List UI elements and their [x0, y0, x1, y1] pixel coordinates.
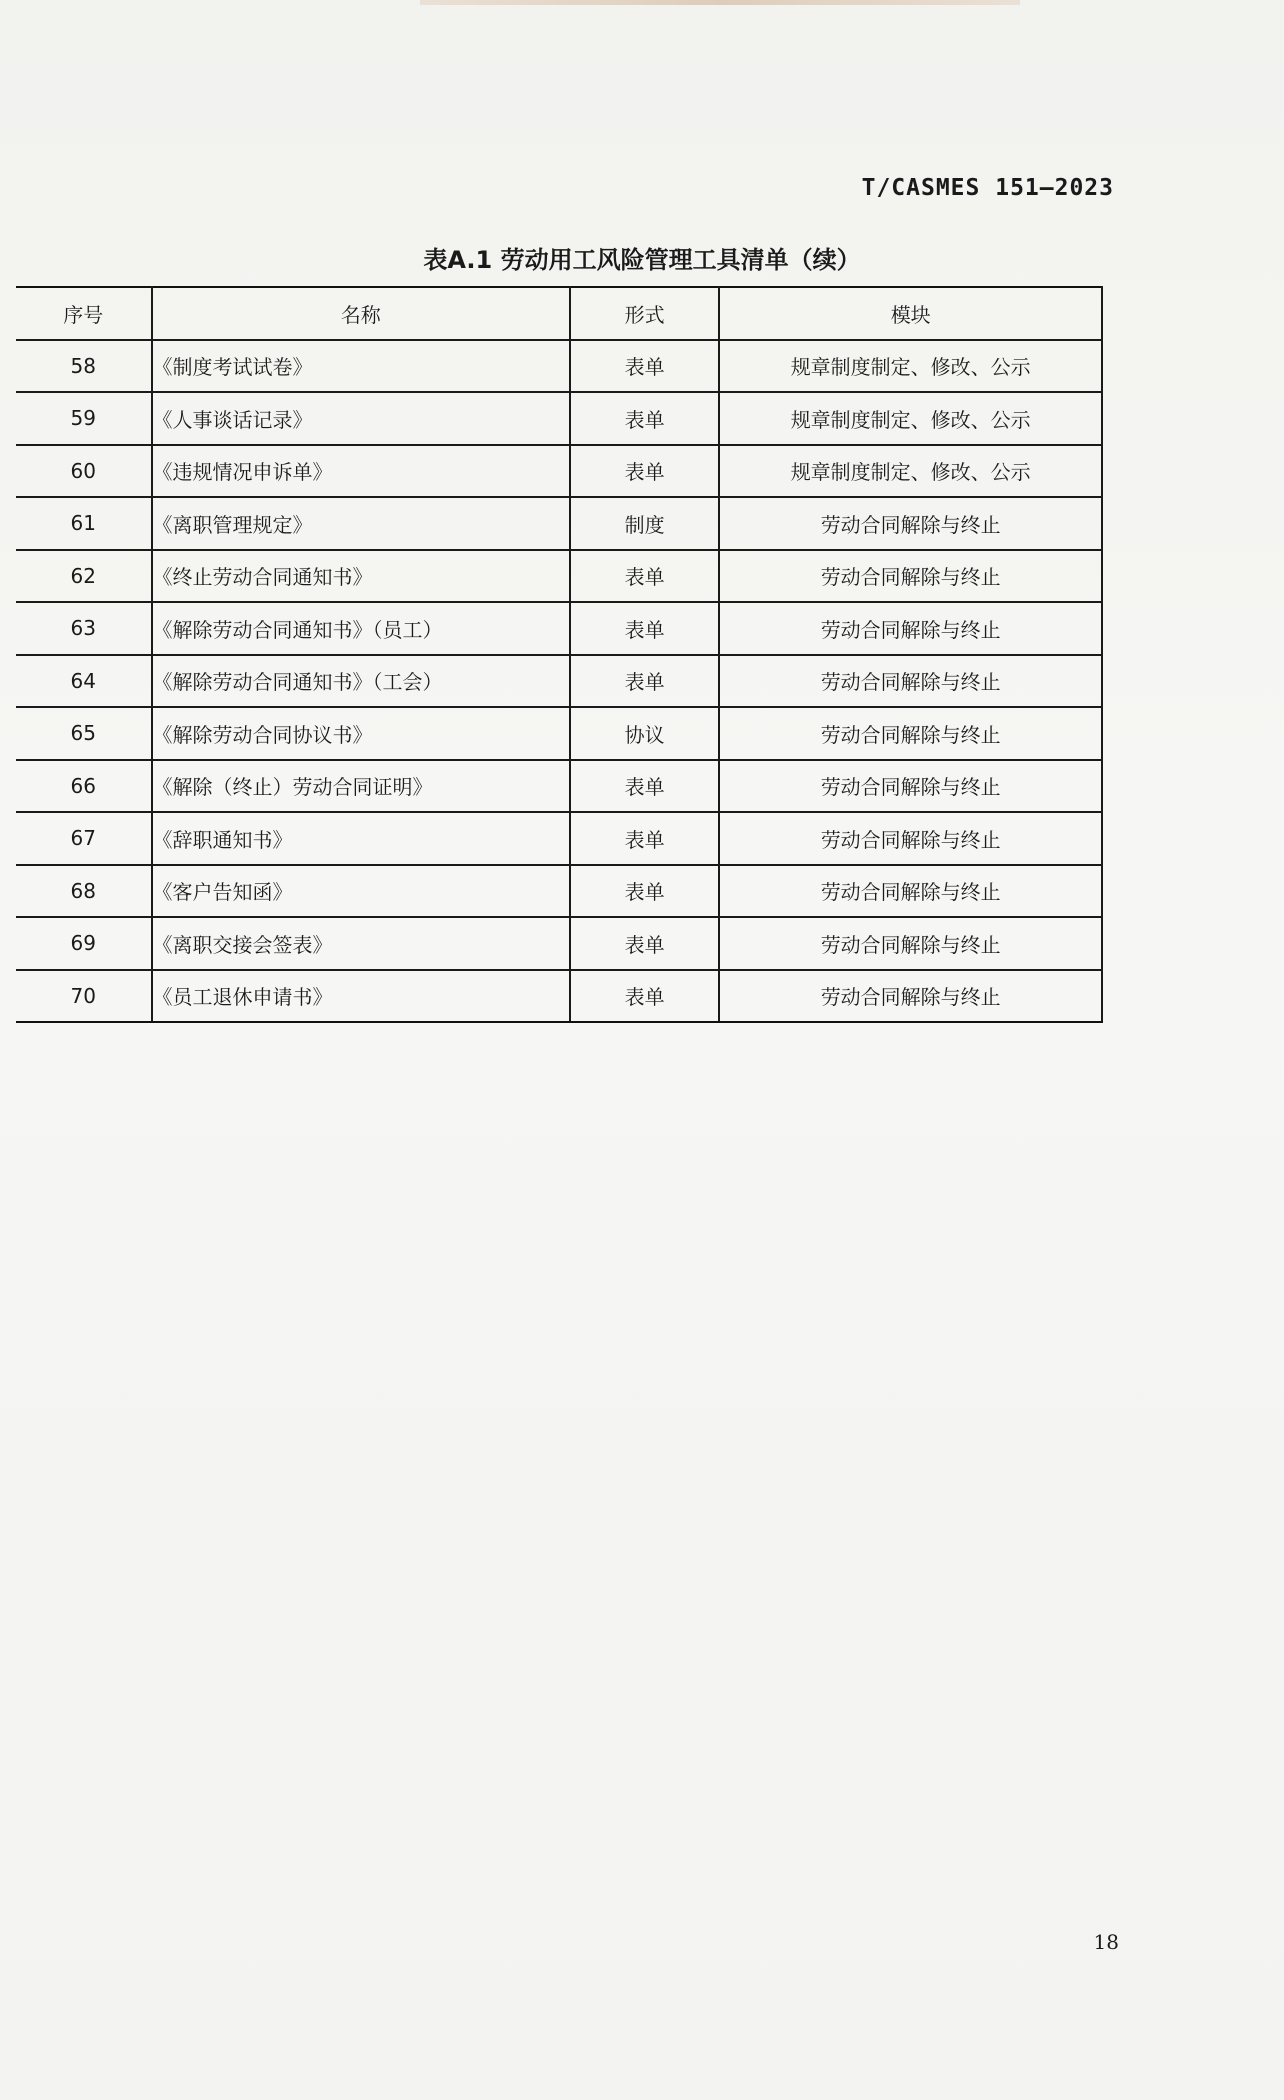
cell-module: 劳动合同解除与终止: [719, 917, 1102, 970]
cell-no: 61: [16, 497, 152, 550]
cell-name: 《违规情况申诉单》: [152, 445, 570, 498]
cell-no: 60: [16, 445, 152, 498]
cell-no: 67: [16, 812, 152, 865]
cell-form: 表单: [570, 445, 719, 498]
cell-module: 劳动合同解除与终止: [719, 812, 1102, 865]
cell-module: 劳动合同解除与终止: [719, 602, 1102, 655]
cell-module: 劳动合同解除与终止: [719, 655, 1102, 708]
cell-module: 规章制度制定、修改、公示: [719, 340, 1102, 393]
column-header-no: 序号: [16, 287, 152, 340]
table-row: [16, 602, 1102, 655]
table-row: [16, 760, 1102, 813]
cell-name: 《终止劳动合同通知书》: [152, 550, 570, 603]
cell-no: 68: [16, 865, 152, 918]
cell-form: 表单: [570, 550, 719, 603]
cell-form: 表单: [570, 392, 719, 445]
cell-name: 《辞职通知书》: [152, 812, 570, 865]
cell-no: 69: [16, 917, 152, 970]
cell-no: 59: [16, 392, 152, 445]
table-row: [16, 497, 1102, 550]
table-row: [16, 865, 1102, 918]
cell-module: 劳动合同解除与终止: [719, 970, 1102, 1023]
cell-module: 劳动合同解除与终止: [719, 865, 1102, 918]
table-body: [16, 340, 1102, 1023]
column-header-name: 名称: [152, 287, 570, 340]
scan-edge-strip: [420, 0, 1020, 5]
cell-name: 《解除（终止）劳动合同证明》: [152, 760, 570, 813]
cell-form: 表单: [570, 917, 719, 970]
cell-name: 《制度考试试卷》: [152, 340, 570, 393]
cell-module: 劳动合同解除与终止: [719, 497, 1102, 550]
tool-list-table: [16, 286, 1103, 1023]
cell-form: 表单: [570, 340, 719, 393]
cell-name: 《人事谈话记录》: [152, 392, 570, 445]
cell-no: 66: [16, 760, 152, 813]
table-row: [16, 392, 1102, 445]
cell-name: 《解除劳动合同通知书》（工会）: [152, 655, 570, 708]
table-row: [16, 550, 1102, 603]
table-row: [16, 707, 1102, 760]
cell-module: 规章制度制定、修改、公示: [719, 392, 1102, 445]
document-code: T/CASMES 151—2023: [861, 175, 1114, 201]
cell-form: 制度: [570, 497, 719, 550]
cell-name: 《离职交接会签表》: [152, 917, 570, 970]
cell-name: 《解除劳动合同通知书》（员工）: [152, 602, 570, 655]
cell-form: 表单: [570, 760, 719, 813]
cell-form: 协议: [570, 707, 719, 760]
cell-no: 63: [16, 602, 152, 655]
column-header-form: 形式: [570, 287, 719, 340]
table-header-row: [16, 287, 1102, 340]
cell-name: 《解除劳动合同协议书》: [152, 707, 570, 760]
table-row: [16, 917, 1102, 970]
cell-module: 劳动合同解除与终止: [719, 760, 1102, 813]
cell-form: 表单: [570, 812, 719, 865]
table-title: 表A.1 劳动用工风险管理工具清单（续）: [423, 246, 861, 274]
cell-name: 《员工退休申请书》: [152, 970, 570, 1023]
table-row: [16, 445, 1102, 498]
cell-form: 表单: [570, 655, 719, 708]
cell-module: 劳动合同解除与终止: [719, 550, 1102, 603]
cell-no: 58: [16, 340, 152, 393]
cell-no: 70: [16, 970, 152, 1023]
page-number: 18: [1093, 1930, 1119, 1954]
table-row: [16, 655, 1102, 708]
cell-no: 62: [16, 550, 152, 603]
cell-form: 表单: [570, 602, 719, 655]
cell-module: 劳动合同解除与终止: [719, 707, 1102, 760]
column-header-module: 模块: [719, 287, 1102, 340]
cell-name: 《客户告知函》: [152, 865, 570, 918]
table-row: [16, 970, 1102, 1023]
cell-no: 64: [16, 655, 152, 708]
cell-module: 规章制度制定、修改、公示: [719, 445, 1102, 498]
cell-no: 65: [16, 707, 152, 760]
cell-form: 表单: [570, 970, 719, 1023]
table-row: [16, 340, 1102, 393]
cell-form: 表单: [570, 865, 719, 918]
cell-name: 《离职管理规定》: [152, 497, 570, 550]
table-row: [16, 812, 1102, 865]
